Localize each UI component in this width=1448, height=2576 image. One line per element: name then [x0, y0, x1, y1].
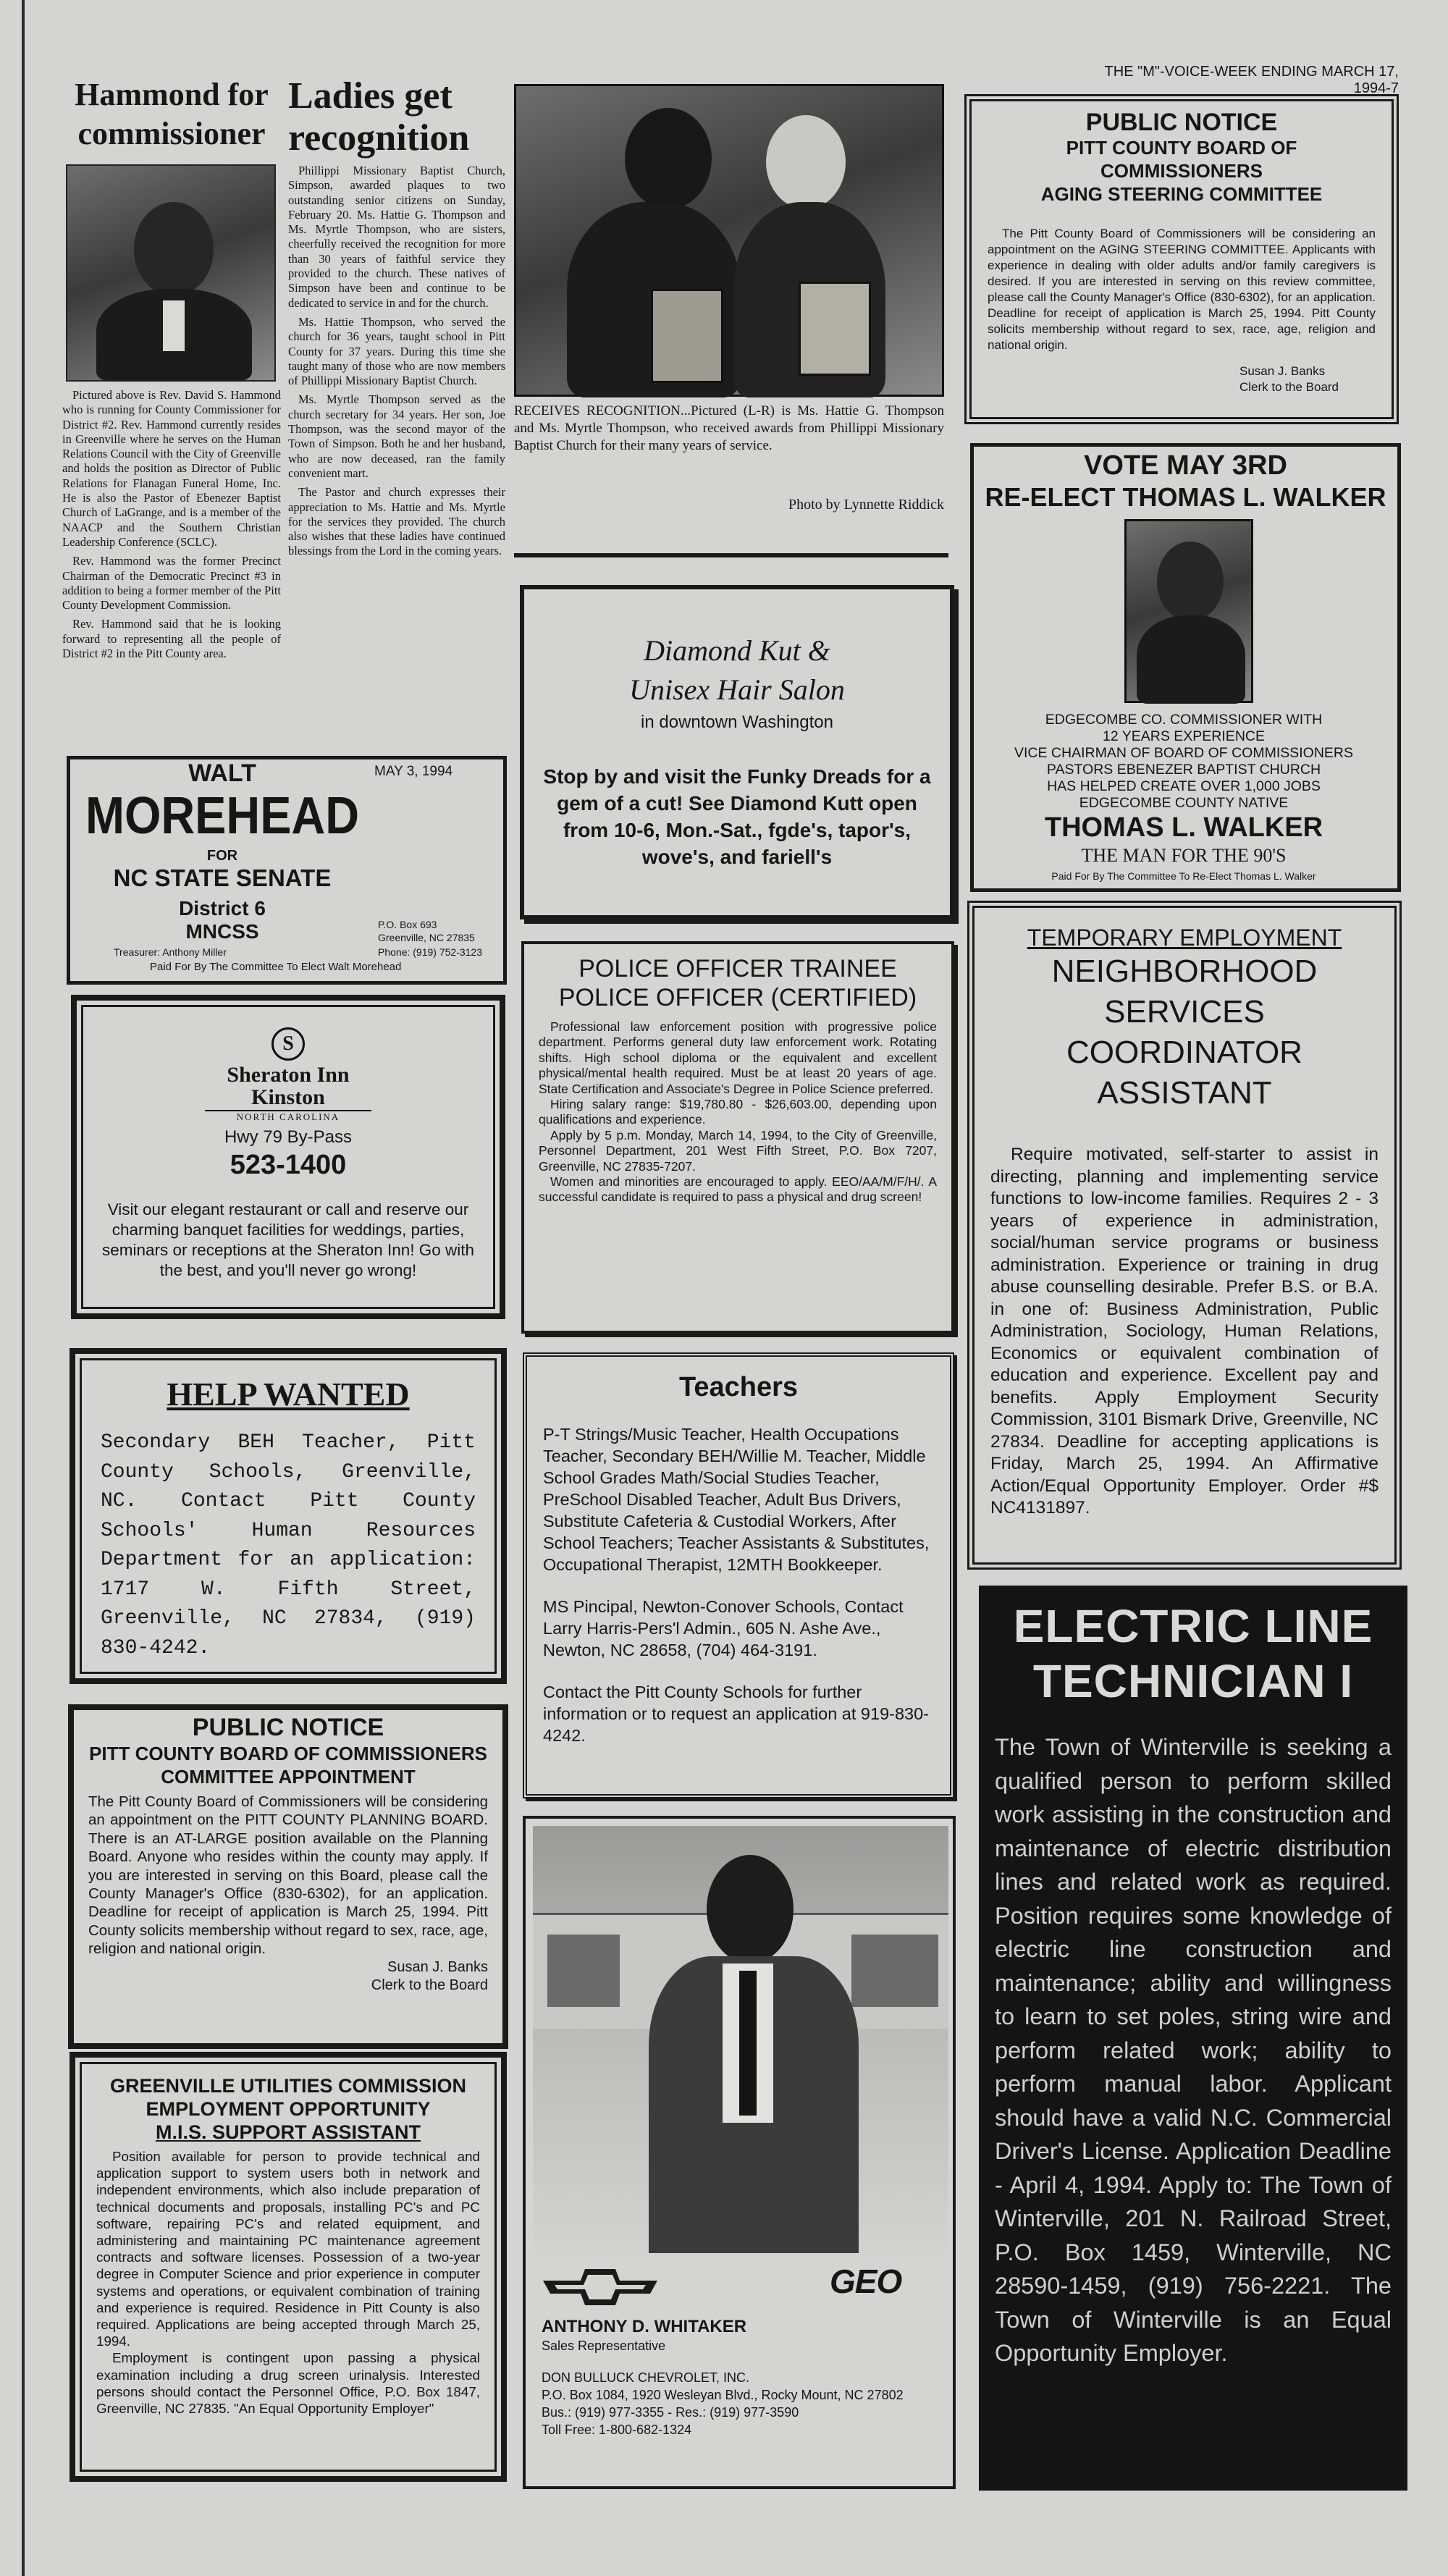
sheraton-name: Sheraton Inn [227, 1063, 350, 1087]
hammond-paragraph: Rev. Hammond said that he is looking forward to representing all the people of District #2 in the Pitt County area. [62, 617, 281, 661]
notice-subtitle: AGING STEERING COMMITTEE [1040, 183, 1323, 205]
police-paragraph: Women and minorities are encouraged to apply. EEO/AA/M/F/H/. A successful candidate is required to pass a physical and drug screen! [539, 1174, 937, 1205]
police-paragraph: Professional law enforcement position with progressive police department. Performs general duty law enforcement work. Rotating shifts. High school diploma or the equivalent and excellent physical/mental health required. Must be at least 20 years of age. State Certification and Associate's Degree in Police Science preferred. [539, 1019, 937, 1096]
walker-vote: VOTE MAY 3RD [1084, 450, 1287, 481]
electric-title: TECHNICIAN I [1032, 1655, 1354, 1707]
teachers-paragraph: P-T Strings/Music Teacher, Health Occupations Teacher, Secondary BEH/Willie M. Teacher, Middle School Grades Math/Social Studies Teacher, PreSchool Disabled Teacher, Adult Bus Drivers, Substitute Cafeteria & Custodial Workers, After School Teachers; Teacher Assistants & Substitutes, Occupational Therapist, 12MTH Bookkeeper. [543, 1425, 930, 1574]
notice-signature: Susan J. Banks [1239, 364, 1326, 378]
walker-qualification: EDGECOMBE COUNTY NATIVE [1079, 795, 1289, 811]
hammond-photo [66, 164, 276, 382]
walker-paid-for: Paid For By The Committee To Re-Elect Thomas L. Walker [1051, 870, 1316, 882]
chevrolet-ad [523, 1816, 956, 2489]
page-folio: THE "M"-VOICE-WEEK ENDING MARCH 17, 1994-7 [1104, 64, 1399, 96]
teachers-body [543, 1423, 934, 1746]
recognition-caption [514, 403, 944, 455]
guc-paragraph: Employment is contingent upon passing a physical examination including a drug screen urinalysis. Interested persons should contact the Personnel Office, P.O. Box 1847, Greenville, NC 27835. "An Equal Opportunity Employer" [96, 2350, 480, 2417]
walker-qualification: VICE CHAIRMAN OF BOARD OF COMMISSIONERS [1014, 745, 1354, 761]
walker-qualification: HAS HELPED CREATE OVER 1,000 JOBS [1047, 778, 1321, 794]
recognition-photo [514, 84, 944, 397]
walker-qualification: EDGECOMBE CO. COMMISSIONER WITH [1045, 712, 1323, 728]
morehead-ad [67, 756, 507, 985]
teachers-ad [523, 1352, 954, 1798]
teachers-paragraph: MS Pincipal, Newton-Conover Schools, Contact Larry Harris-Pers'l Admin., 605 N. Ashe Ave., Newton, NC 28658, (704) 464-3191. [543, 1597, 904, 1659]
guc-title: EMPLOYMENT OPPORTUNITY [146, 2098, 431, 2120]
sheraton-body: Visit our elegant restaurant or call and reserve our charming banquet facilities for weddings, parties, seminars or receptions at the Sheraton Inn! Go with the best, and you'll never go wrong! [101, 1200, 475, 1279]
police-paragraph: Hiring salary range: $19,780.80 - $26,603.00, depending upon qualifications and experience. [539, 1097, 937, 1127]
diamond-name: Diamond Kut & [644, 634, 830, 667]
sheraton-hwy: Hwy 79 By-Pass [224, 1127, 353, 1147]
temp-employment-ad [967, 901, 1402, 1570]
recognition-caption-text: RECEIVES RECOGNITION...Pictured (L-R) is Ms. Hattie G. Thompson and Ms. Myrtle Thompson, who received awards from Phillippi Missionary Baptist Church for their many years of service. [514, 403, 944, 453]
notice-signature-title: Clerk to the Board [1239, 380, 1339, 394]
temp-title: SERVICES [1104, 994, 1265, 1030]
ladies-paragraph: Ms. Hattie Thompson, who served the church for 36 years, taught school in Pitt County for 37 years. During this time she taught many of those who are now members of Phillippi Missionary Baptist Church. [288, 314, 505, 388]
hammond-caption: Pictured above is Rev. David S. Hammond who is running for County Commissioner for District #2. Rev. Hammond currently resides in Greenville where he serves on the Human Relations Council with the City of Greenville and holds the position as Director of Public Relations for Flanagan Funeral Home, Inc. He is also the Pastor of Ebenezer Baptist Church of LaGrange, and is a member of the NAACP and the Southern Christian Leadership Conference (SCLC). [62, 388, 281, 549]
temp-title: NEIGHBORHOOD [1051, 954, 1318, 989]
temp-title: ASSISTANT [1097, 1075, 1272, 1111]
notice-signature-title: Clerk to the Board [371, 1977, 488, 1993]
public-notice-aging [964, 94, 1399, 424]
morehead-walt: WALT [188, 759, 256, 787]
diamond-location: in downtown Washington [641, 712, 833, 732]
notice-signature: Susan J. Banks [387, 1958, 488, 1975]
guc-body [96, 2148, 480, 2417]
teachers-title: Teachers [678, 1372, 799, 1402]
sheraton-ad [71, 995, 505, 1319]
whitaker-title: Sales Representative [542, 2339, 666, 2353]
notice-body: The Pitt County Board of Commissioners will be considering an appointment on the AGING STEERING COMMITTEE. Applicants with experience in dealing with older adults and/or family caregivers is desired. If you are interested in serving on this review committee, please call the County Manager's Office (830-6302), for an application. Deadline for receipt of application is March 25, 1994. Pitt County solicits membership without regard to sex, race, age, religion and national origin. [988, 227, 1376, 352]
morehead-phone: Phone: (919) 752-3123 [378, 946, 482, 958]
guc-title: GREENVILLE UTILITIES COMMISSION [109, 2075, 467, 2097]
hammond-headline: Hammond for commissioner [75, 77, 269, 151]
morehead-office: NC STATE SENATE [113, 864, 332, 891]
dealer-phone: Bus.: (919) 977-3355 - Res.: (919) 977-3590 [542, 2405, 799, 2420]
temp-body: Require motivated, self-starter to assist in directing, planning and implementing service functions to low-income families. Requires 2 - 3 years of experience in administration, social/human service programs or business administration. Experience or training in drug abuse counselling desirable. Prefer B.S. or B.A. in one of: Business Administration, Public Administration, Sociology, Human Relations, Economics or equivalent combination of education and experience. Excellent pay and benefits. Apply Employment Security Commission, 3101 Bismark Drive, Greenville, NC 27834. Deadline for accepting applications is Friday, March 25, 1994. An Affirmative Action/Equal Opportunity Employer. Order #$ NC4131897. [990, 1145, 1378, 1518]
morehead-name: MOREHEAD [85, 787, 360, 845]
walker-qualification: PASTORS EBENEZER BAPTIST CHURCH [1046, 762, 1321, 778]
ladies-body [288, 164, 505, 559]
dealer-toll-free: Toll Free: 1-800-682-1324 [542, 2423, 692, 2437]
walker-qualifications [974, 712, 1394, 812]
help-wanted-ad [70, 1348, 507, 1684]
diamond-subtitle: Unisex Hair Salon [629, 673, 845, 706]
notice-body: The Pitt County Board of Commissioners will be considering an appointment on the PITT COUNTY PLANNING BOARD. There is an AT-LARGE position available on the Planning Board. Anyone who resides within the county may apply. If you are interested in serving on this Board, please call the County Manager's Office (830-6302), for an application. Deadline for receipt of application is March 25, 1994. Pitt County solicits membership without regard to sex, race, age, religion and national origin. [88, 1793, 488, 1958]
hammond-article [62, 75, 281, 759]
sheraton-state: NORTH CAROLINA [205, 1110, 371, 1123]
police-title: POLICE OFFICER (CERTIFIED) [558, 984, 917, 1011]
walker-name: THOMAS L. WALKER [1044, 812, 1323, 843]
morehead-for: FOR [206, 848, 238, 864]
sheraton-logo-icon [272, 1027, 305, 1061]
police-title: POLICE OFFICER TRAINEE [578, 955, 897, 982]
whitaker-photo [533, 1826, 948, 2253]
police-paragraph: Apply by 5 p.m. Monday, March 14, 1994, to the City of Greenville, Personnel Department, 201 West Fifth Street, P.O. Box 7207, Greenville, NC 27835-7207. [539, 1127, 937, 1174]
temp-title: COORDINATOR [1066, 1035, 1302, 1070]
electric-title: ELECTRIC LINE [1013, 1600, 1373, 1652]
walker-photo [1124, 519, 1253, 703]
police-ad [521, 941, 954, 1334]
dealer-address: P.O. Box 1084, 1920 Wesleyan Blvd., Rocky Mount, NC 27802 [542, 2388, 904, 2402]
whitaker-name: ANTHONY D. WHITAKER [542, 2317, 747, 2336]
notice-subtitle: PITT COUNTY BOARD OF COMMISSIONERS [89, 1743, 487, 1764]
walker-slogan: THE MAN FOR THE 90'S [1081, 845, 1287, 866]
walker-ad [970, 443, 1401, 892]
morehead-city: Greenville, NC 27835 [378, 932, 475, 943]
public-notice-planning [68, 1704, 508, 2049]
notice-title: PUBLIC NOTICE [1085, 109, 1278, 136]
chevrolet-bowtie-icon [542, 2266, 659, 2308]
dealer-name: DON BULLUCK CHEVROLET, INC. [542, 2370, 750, 2385]
sheraton-logo-letter: S [282, 1032, 294, 1055]
walker-qualification: 12 YEARS EXPERIENCE [1103, 728, 1265, 744]
sheraton-phone: 523-1400 [230, 1150, 347, 1180]
morehead-district: District 6 [179, 897, 266, 919]
hammond-body [62, 388, 281, 665]
notice-subtitle: COMMITTEE APPOINTMENT [161, 1766, 416, 1788]
morehead-box: P.O. Box 693 [378, 919, 437, 930]
diamond-body: Stop by and visit the Funky Dreads for a gem of a cut! See Diamond Kutt open from 10-6, Mon.-Sat., fgde's, tapor's, wove's, and fariell's [543, 765, 931, 868]
ladies-paragraph: Phillippi Missionary Baptist Church, Simpson, awarded plaques to two outstanding senior citizens on Sunday, February 20. Ms. Hattie G. Thompson and Ms. Myrtle Thompson, who are sisters, cheerfully received the recognition for more than 30 years of faithful service they provided to the church. These natives of Simpson have been and continue to be dedicated to service in and for the church. [288, 164, 505, 310]
electric-body: The Town of Winterville is seeking a qualified person to perform skilled work assisting in the construction and maintenance of electric distribution lines and related work as required. Position requires some knowledge of electric line construction and maintenance; ability and willingness to learn to set poles, string wire and perform related work; ability to perform manual labor. Applicant should have a valid N.C. Commercial Driver's License. Application Deadline - April 4, 1994. Apply to: The Town of Winterville, 201 N. Railroad Street, P.O. Box 1459, Winterville, NC 28590-1459, (919) 756-2221. The Town of Winterville is an Equal Opportunity Employer. [995, 1734, 1392, 2366]
ladies-headline: Ladies get recognition [288, 75, 470, 159]
ladies-paragraph: Ms. Myrtle Thompson served as the church secretary for 34 years. Her son, Joe Thompson, was the second mayor of the Town of Simpson. Both he and her husband, who are now deceased, ran the family convenient mart. [288, 392, 505, 480]
divider [514, 553, 948, 557]
help-wanted-body: Secondary BEH Teacher, Pitt County Schools, Greenville, NC. Contact Pitt County Schools' Human Resources Department for an application: 1717 W. Fifth Street, Greenville, NC 27834, (919) 830-4242. [101, 1431, 476, 1659]
guc-title: M.I.S. SUPPORT ASSISTANT [155, 2121, 421, 2143]
electric-line-ad [979, 1586, 1407, 2491]
help-wanted-title: HELP WANTED [167, 1376, 410, 1413]
geo-logo [830, 2262, 938, 2302]
morehead-date: MAY 3, 1994 [374, 764, 453, 779]
geo-logo-text: GEO [830, 2263, 902, 2300]
walker-reelect: RE-ELECT THOMAS L. WALKER [985, 482, 1386, 512]
hammond-paragraph: Rev. Hammond was the former Precinct Chairman of the Democratic Precinct #3 in addition to being a former member of the Pitt County Development Commission. [62, 554, 281, 613]
morehead-paid-for: Paid For By The Committee To Elect Walt Morehead [150, 961, 402, 973]
teachers-paragraph: Contact the Pitt County Schools for further information or to request an application at 919-830-4242. [543, 1683, 929, 1745]
ladies-paragraph: The Pastor and church expresses their appreciation to Ms. Hattie and Ms. Myrtle for the services they provided. The church also wishes that these ladies have continued blessings from the Lord in the coming years. [288, 485, 505, 558]
sheraton-city: Kinston [251, 1085, 325, 1109]
notice-title: PUBLIC NOTICE [192, 1714, 384, 1741]
temp-heading: TEMPORARY EMPLOYMENT [1027, 925, 1342, 951]
ladies-article [288, 75, 505, 756]
notice-subtitle: PITT COUNTY BOARD OF COMMISSIONERS [1066, 137, 1297, 182]
morehead-mncss: MNCSS [185, 920, 259, 943]
guc-paragraph: Position available for person to provide technical and application support to system users both in network and independent environments, which also include preparation of technical documents and proposals, installing PC's and PC software, repairing PC's and related equipment, and administering and maintaining PC maintenance agreement contracts and software licenses. Possession of a two-year degree in Computer Science and prior experience in computer systems and operations, or equivalent combination of training and experience is required. Residence in Pitt County is also required. Applications are being accepted through March 25, 1994. [96, 2149, 480, 2349]
morehead-treasurer: Treasurer: Anthony Miller [114, 946, 227, 958]
police-body [539, 1019, 937, 1205]
left-margin-rule [22, 0, 25, 2576]
photo-credit: Photo by Lynnette Riddick [788, 497, 944, 513]
guc-ad [70, 2052, 507, 2482]
diamond-kut-ad [520, 585, 954, 919]
